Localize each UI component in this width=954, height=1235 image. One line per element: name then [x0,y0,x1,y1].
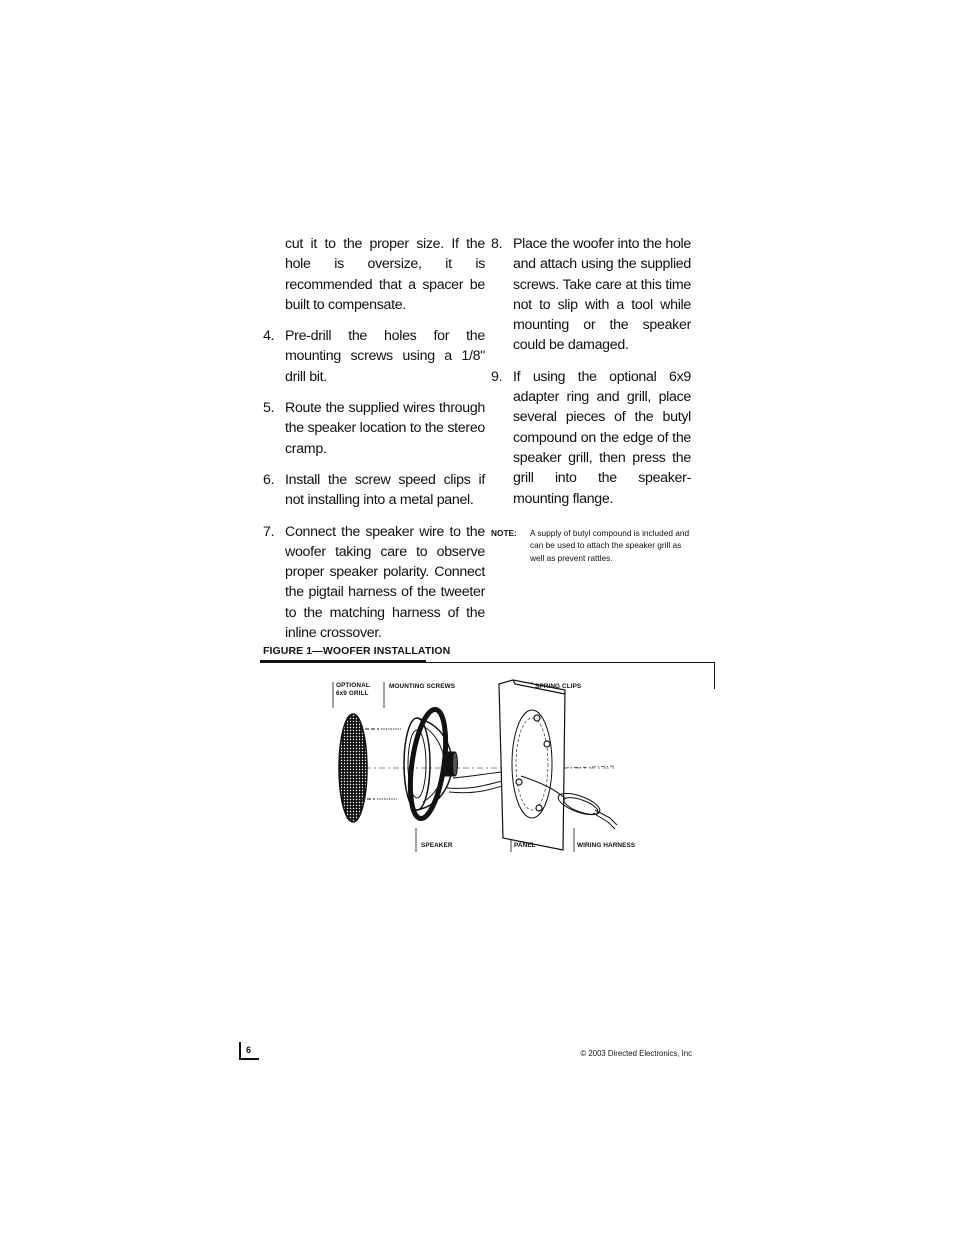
step-4 [263,326,485,387]
note-text: A supply of butyl compound is included and can be used to attach the speaker grill as well as prevent rattles. [530,527,690,564]
step-text: If using the optional 6x9 adapter ring and grill, place several pieces of the butyl compound on the edge of the speaker grill, then press the grill into the speaker-mounting flange. [513,368,691,507]
label-speaker: SPEAKER [421,842,453,849]
grill-drawing [339,714,367,822]
page-number: 6 [246,1045,252,1055]
page-number-bracket [239,1042,241,1059]
step-6 [263,470,485,511]
label-grill: OPTIONAL 6x9 GRILL [336,682,370,697]
figure-title: FIGURE 1—WOOFER INSTALLATION [263,645,451,657]
label-clips: SPRING CLIPS [535,683,582,690]
figure-rule [260,662,715,663]
label-screws: MOUNTING SCREWS [389,683,456,690]
page-number-underline [239,1058,259,1060]
step-text: Connect the speaker wire to the woofer taking care to observe proper speaker polarity. Connect the pigtail harness of the tweeter to the matching harness of the inline crossover. [285,523,485,642]
step-number: 9. [491,368,503,385]
figure-rule-tick [714,662,715,689]
step-number: 4. [263,328,275,345]
step-text: Route the supplied wires through the speaker location to the stereo cramp. [285,400,485,457]
speaker-drawing [404,707,458,820]
step-text: Install the screw speed clips if not installing into a metal panel. [285,471,485,509]
step-number: 7. [263,523,275,540]
step-7 [263,522,485,644]
copyright: © 2003 Directed Electronics, Inc [580,1049,692,1058]
left-column [263,234,485,654]
step-number: 6. [263,471,275,488]
step-text: Place the woofer into the hole and attach using the supplied screws. Take care at this time not to slip with a tool while mounting or the speaker could be damaged. [513,236,691,354]
step-number: 8. [491,236,503,252]
step-number: 5. [263,400,275,417]
woofer-installation-illustration [325,678,635,858]
continued-paragraph: cut it to the proper size. If the hole is oversize, it is recommended that a spacer be built to compensate. [285,236,485,313]
label-harness: WIRING HARNESS [577,842,636,849]
step-9 [491,367,691,509]
step-text: Pre-drill the holes for the mounting screws using a 1/8" drill bit. [285,328,485,385]
panel-drawing [499,680,565,850]
label-panel: PANEL [514,842,536,849]
step-8 [491,234,691,356]
note-label: NOTE: [491,527,517,538]
note [491,527,691,565]
right-column [491,234,691,565]
step-5 [263,398,485,459]
